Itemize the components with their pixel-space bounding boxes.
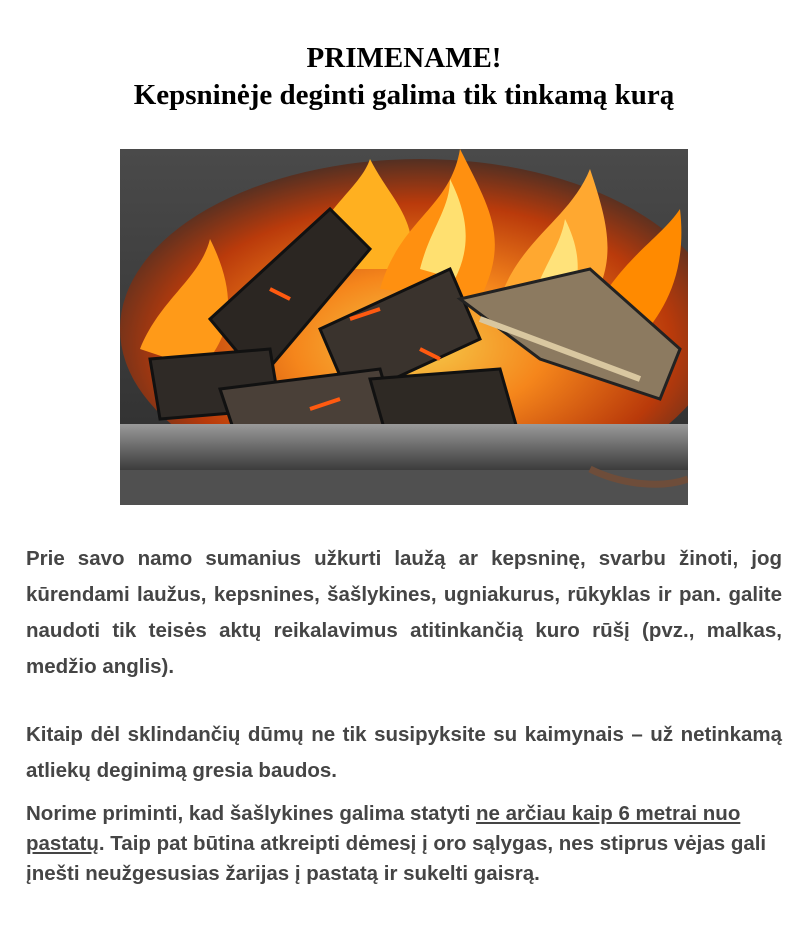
title-line-2: Kepsninėje deginti galima tik tinkamą kurą [133,79,675,111]
distance-highlight: ne arčiau kaip 6 metrai nuo pastatų [26,802,741,855]
distance-text-before: Norime priminti, kad šašlykines galima statyti [26,802,477,825]
paragraph-fines-warning: Kitaip dėl sklindančių dūmų ne tik susipyksite su kaimynais – už netinkamą atliekų deginimą gresia baudos. [26,723,782,782]
title-line-1: PRIMENAME! [306,42,502,74]
page-title [0,40,808,114]
distance-text-after: . Taip pat būtina atkreipti dėmesį į oro sąlygas, nes stiprus vėjas gali įnešti neužgesusias žarijas į pastatą ir sukelti gaisrą. [26,832,767,885]
fire-illustration [120,149,688,505]
campfire-photo [120,149,688,505]
paragraph-distance-reminder [26,799,782,889]
paragraph-fuel-requirements: Prie savo namo sumanius užkurti laužą ar kepsninę, svarbu žinoti, jog kūrendami laužus, kepsnines, šašlykines, ugniakurus, rūkyklas ir pan. galite naudoti tik teisės aktų reikalavimus atitinkančią kuro rūšį (pvz., malkas, medžio anglis). [26,547,782,678]
